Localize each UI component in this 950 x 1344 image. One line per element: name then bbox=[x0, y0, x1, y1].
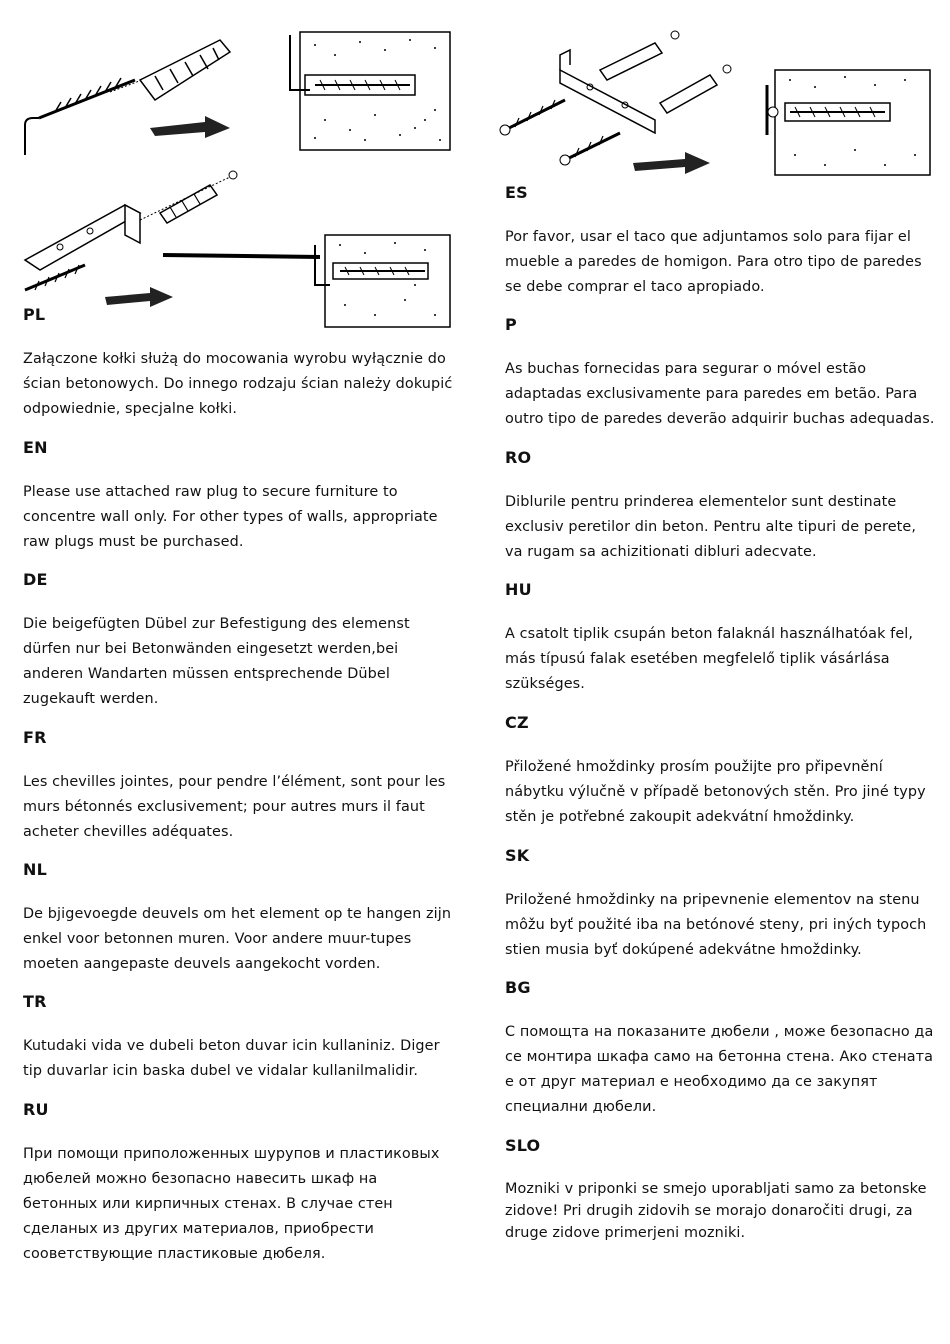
language-code: BG bbox=[505, 978, 531, 997]
language-code: TR bbox=[23, 992, 47, 1011]
plate-plug-illustration bbox=[495, 25, 935, 185]
instruction-text: С помощта на показаните дюбели , може безопасно да се монтира шкафа само на бетонна стена. Ако стената е от друг материал е необходимо да се закупят специални дюбели. bbox=[505, 1024, 934, 1115]
section-bg bbox=[505, 978, 935, 1120]
instruction-text: Kutudaki vida ve dubeli beton duvar icin kullaniniz. Diger tip duvarlar icin baska dubel ve vidalar kullanilmalidir. bbox=[23, 1038, 440, 1079]
section-pl bbox=[23, 305, 453, 422]
language-code: RO bbox=[505, 448, 532, 467]
language-code: EN bbox=[23, 438, 48, 457]
section-es bbox=[505, 183, 935, 300]
instruction-text: De bjigevoegde deuvels om het element op te hangen zijn enkel voor betonnen muren. Voor andere muur-tupes moeten aangepaste deuvels aangekocht vorden. bbox=[23, 906, 452, 972]
language-code: FR bbox=[23, 728, 47, 747]
language-code: P bbox=[505, 315, 517, 334]
instruction-text: Les chevilles jointes, pour pendre l’élément, sont pour les murs bétonnés exclusivement; pour autres murs il faut acheter chevilles adéquates. bbox=[23, 774, 446, 840]
language-code: SLO bbox=[505, 1136, 541, 1155]
section-hu bbox=[505, 580, 935, 697]
language-code: NL bbox=[23, 860, 47, 879]
language-code: DE bbox=[23, 570, 48, 589]
section-de bbox=[23, 570, 453, 712]
instruction-text: Diblurile pentru prinderea elementelor sunt destinate exclusiv peretilor din beton. Pentru alte tipuri de perete, va rugam sa achizitionati dibluri adecvate. bbox=[505, 494, 917, 560]
section-sk bbox=[505, 846, 935, 963]
instruction-text: Die beigefügten Dübel zur Befestigung des elemenst dürfen nur bei Betonwänden eingesetzt werden,bei anderen Wandarten müssen entsprechende Dübel zugekauft werden. bbox=[23, 616, 410, 707]
section-p bbox=[505, 315, 935, 432]
section-ru bbox=[23, 1100, 453, 1267]
language-code: SK bbox=[505, 846, 530, 865]
instruction-text: Přiložené hmoždinky prosím použijte pro připevnění nábytku výlučně v případě betonových stěn. Pro jiné typy stěn je potřebné zakoupit adekvátní hmoždinky. bbox=[505, 759, 926, 825]
instruction-text: Mozniki v priponki se smejo uporabljati samo za betonske zidove! Pri drugih zidovih se morajo donaročiti drugi, za druge zidove primerjeni mozniki. bbox=[505, 1181, 927, 1241]
section-cz bbox=[505, 713, 935, 830]
section-fr bbox=[23, 728, 453, 845]
instruction-text: Please use attached raw plug to secure furniture to concentre wall only. For other types of walls, appropriate raw plugs must be purchased. bbox=[23, 484, 438, 550]
language-code: PL bbox=[23, 305, 46, 324]
section-slo bbox=[505, 1136, 935, 1244]
section-ro bbox=[505, 448, 935, 565]
section-en bbox=[23, 438, 453, 555]
language-code: ES bbox=[505, 183, 528, 202]
language-code: RU bbox=[23, 1100, 49, 1119]
instruction-text: Załączone kołki służą do mocowania wyrobu wyłącznie do ścian betonowych. Do innego rodzaju ścian należy dokupić odpowiednie, specjalne kołki. bbox=[23, 351, 453, 417]
instruction-text: Por favor, usar el taco que adjuntamos solo para fijar el mueble a paredes de homigon. Para otro tipo de paredes se debe comprar el taco apropiado. bbox=[505, 229, 922, 295]
section-tr bbox=[23, 992, 453, 1084]
language-code: CZ bbox=[505, 713, 529, 732]
instruction-text: При помощи приположенных шурупов и пластиковых дюбелей можно безопасно навесить шкаф на бетонных или кирпичных стенах. В случае стен сделаных из других материалов, приобрести сооветствующие пластиковые дюбеля. bbox=[23, 1146, 440, 1262]
instruction-text: Priložené hmoždinky na pripevnenie elementov na stenu môžu byť použité iba na betónové steny, pri iných typoch stien musia byť dokúpené adekvátne hmoždinky. bbox=[505, 892, 927, 958]
language-code: HU bbox=[505, 580, 532, 599]
section-nl bbox=[23, 860, 453, 977]
hook-plug-illustration bbox=[15, 20, 455, 155]
instruction-text: As buchas fornecidas para segurar o móvel estão adaptadas exclusivamente para paredes em betão. Para outro tipo de paredes deverão adquirir buchas adequadas. bbox=[505, 361, 935, 427]
instruction-text: A csatolt tiplik csupán beton falaknál használhatóak fel, más típusú falak esetében megfelelő tiplik vásárlása szükséges. bbox=[505, 626, 914, 692]
